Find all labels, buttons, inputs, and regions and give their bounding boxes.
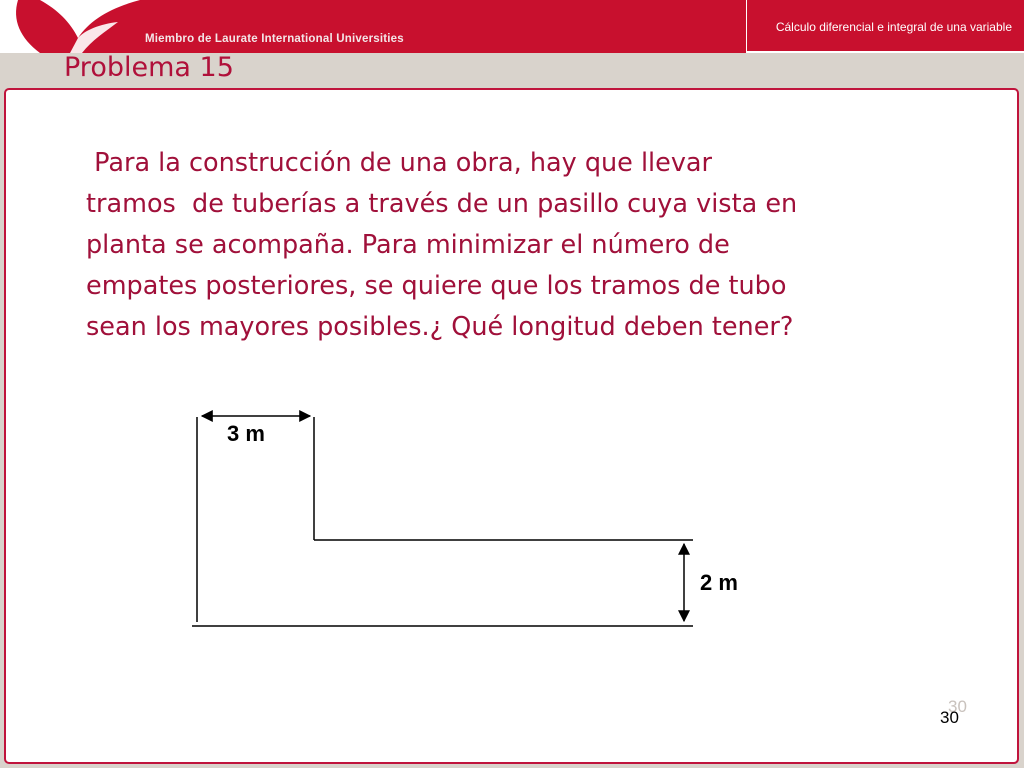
page-number: 30 xyxy=(940,708,959,727)
corridor-plan-drawing xyxy=(190,405,760,635)
course-title: Cálculo diferencial e integral de una variable xyxy=(775,20,1012,34)
corridor-diagram xyxy=(190,405,760,635)
header-bar xyxy=(0,0,1024,53)
course-title-box xyxy=(746,0,1024,53)
width-dimension-label: 3 m xyxy=(227,421,265,446)
brand-text: Miembro de Laurate International Universities xyxy=(145,33,404,45)
university-logo xyxy=(0,0,145,53)
page-number-ghost: 30 xyxy=(948,697,967,716)
height-dimension-label: 2 m xyxy=(700,570,738,595)
problem-statement: Para la construcción de una obra, hay que llevar tramos de tuberías a través de un pasillo cuya vista en planta se acompaña. Para minimizar el número de empates posteriores, se quiere que los tramos de tubo sean los mayores posibles.¿ Qué longitud deben tener? xyxy=(86,148,798,342)
slide-title: Problema 15 xyxy=(64,52,234,83)
logo-mark-icon xyxy=(0,0,145,53)
